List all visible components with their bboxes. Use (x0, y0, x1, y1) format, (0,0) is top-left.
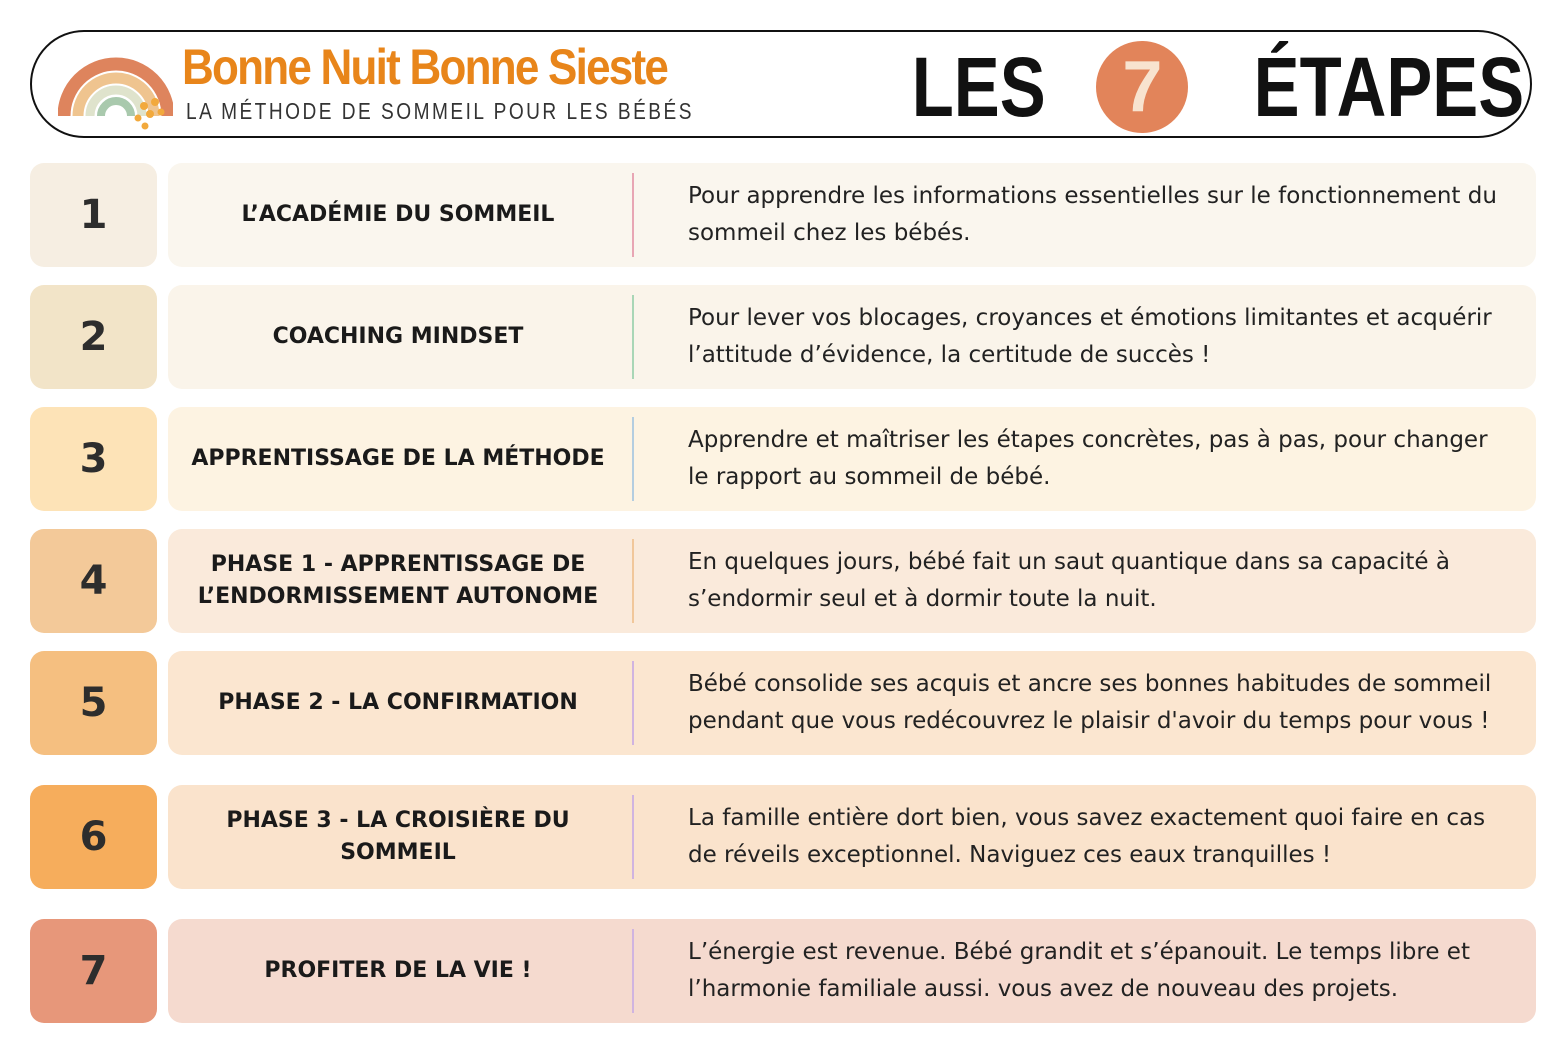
step-divider (632, 173, 634, 257)
step-title: PHASE 1 - APPRENTISSAGE DE L’ENDORMISSEMENT AUTONOME (197, 552, 599, 609)
step-number: 3 (30, 407, 157, 511)
step-number: 5 (30, 651, 157, 755)
step-number: 4 (30, 529, 157, 633)
step-title: PHASE 2 - LA CONFIRMATION (218, 690, 578, 715)
step-description: Apprendre et maîtriser les étapes concrètes, pas à pas, pour changer le rapport au sommeil de bébé. (688, 427, 1488, 490)
title-number-badge: 7 (1096, 41, 1188, 133)
step-number: 2 (30, 285, 157, 389)
step-divider (632, 417, 634, 501)
step-divider (632, 795, 634, 879)
step-divider (632, 661, 634, 745)
step-description: Pour apprendre les informations essentielles sur le fonctionnement du sommeil chez les bébés. (688, 183, 1497, 246)
step-row (30, 529, 1536, 633)
step-divider (632, 929, 634, 1013)
step-content (168, 785, 1536, 889)
step-content (168, 651, 1536, 755)
step-number: 1 (30, 163, 157, 267)
step-description: Pour lever vos blocages, croyances et émotions limitantes et acquérir l’attitude d’évidence, la certitude de succès ! (688, 305, 1492, 368)
step-title: PHASE 3 - LA CROISIÈRE DU SOMMEIL (226, 808, 570, 865)
step-title: COACHING MINDSET (272, 324, 524, 349)
step-row (30, 407, 1536, 511)
step-content (168, 163, 1536, 267)
brand-name: Bonne Nuit Bonne Sieste (182, 39, 668, 95)
step-divider (632, 295, 634, 379)
step-description: La famille entière dort bien, vous savez exactement quoi faire en cas de réveils exceptionnel. Naviguez ces eaux tranquilles ! (688, 805, 1486, 868)
step-content (168, 919, 1536, 1023)
step-title: PROFITER DE LA VIE ! (264, 958, 532, 983)
rainbow-logo-icon (58, 44, 173, 132)
step-number: 6 (30, 785, 157, 889)
step-title: L’ACADÉMIE DU SOMMEIL (241, 202, 555, 227)
step-content (168, 407, 1536, 511)
step-content (168, 285, 1536, 389)
step-description: Bébé consolide ses acquis et ancre ses bonnes habitudes de sommeil pendant que vous redécouvrez le plaisir d'avoir du temps pour vous ! (688, 671, 1492, 734)
step-divider (632, 539, 634, 623)
step-row (30, 285, 1536, 389)
brand-tagline: LA MÉTHODE DE SOMMEIL POUR LES BÉBÉS (186, 98, 694, 124)
step-description: En quelques jours, bébé fait un saut quantique dans sa capacité à s’endormir seul et à dormir toute la nuit. (688, 549, 1450, 612)
page-title (897, 42, 1554, 132)
step-row (30, 163, 1536, 267)
title-right: ÉTAPES (1254, 40, 1525, 134)
step-title: APPRENTISSAGE DE LA MÉTHODE (191, 446, 605, 471)
step-row (30, 785, 1536, 889)
header-banner (30, 30, 1532, 138)
step-content (168, 529, 1536, 633)
step-row (30, 919, 1536, 1023)
step-row (30, 651, 1536, 755)
title-left: LES (911, 40, 1046, 134)
step-number: 7 (30, 919, 157, 1023)
step-description: L’énergie est revenue. Bébé grandit et s’épanouit. Le temps libre et l’harmonie familiale aussi. vous avez de nouveau des projets. (688, 939, 1470, 1002)
